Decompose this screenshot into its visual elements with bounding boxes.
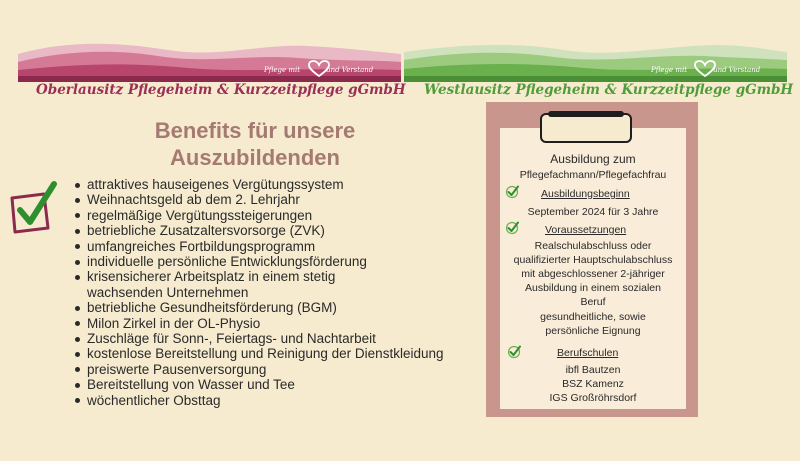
list-item: Weihnachtsgeld ab dem 2. Lehrjahr [74, 192, 443, 207]
left-tagline-after: und Verstand [326, 66, 374, 74]
section-line: BSZ Kamenz [562, 378, 624, 390]
right-banner [404, 40, 787, 82]
left-banner [18, 40, 401, 82]
section-line: September 2024 für 3 Jahre [527, 206, 659, 218]
list-item: krisensicherer Arbeitsplatz in einem stetig [74, 269, 443, 284]
title-line-2: Auszubildenden [170, 145, 340, 170]
section-line: gesundheitliche, sowie [540, 311, 646, 323]
section-line: Beruf [580, 296, 606, 308]
check-circle-icon [505, 221, 519, 235]
clipboard-clip [540, 113, 632, 143]
title-line-1: Benefits für unsere [154, 118, 356, 143]
section-heading-schools: Berufschulen [557, 347, 619, 359]
list-item-continuation: wachsenden Unternehmen [87, 284, 249, 300]
section-line: mit abgeschlossener 2-jähriger [521, 268, 665, 280]
list-item: individuelle persönliche Entwicklungsförderung [74, 254, 443, 269]
list-item: attraktives hauseigenes Vergütungssystem [74, 177, 443, 192]
section-line: Ausbildung in einem sozialen [524, 282, 661, 294]
list-item: betriebliche Gesundheitsförderung (BGM) [74, 300, 443, 315]
section-line: qualifizierter Hauptschulabschluss [513, 254, 673, 266]
right-org-name: Westlausitz Pflegeheim & Kurzzeitpflege gGmbH [424, 82, 794, 98]
card-title: Ausbildung zum [550, 152, 636, 166]
clipboard-clip-bar [548, 111, 624, 117]
left-tagline-before: Pflege mit [264, 66, 301, 74]
section-heading-start: Ausbildungsbeginn [541, 188, 630, 200]
list-item: regelmäßige Vergütungssteigerungen [74, 208, 443, 223]
check-circle-icon [507, 345, 521, 359]
section-line: ibfl Bautzen [565, 364, 621, 376]
right-tagline-after: und Verstand [713, 66, 761, 74]
list-item: umfangreiches Fortbildungsprogramm [74, 239, 443, 254]
list-item: preiswerte Pausenversorgung [74, 362, 443, 377]
page-title [110, 117, 400, 171]
list-item: betriebliche Zusatzaltersvorsorge (ZVK) [74, 223, 443, 238]
check-circle-icon [505, 185, 519, 199]
section-line: Realschulabschluss oder [534, 240, 652, 252]
right-tagline [651, 66, 760, 74]
list-item: Milon Zirkel in der OL-Physio [74, 316, 443, 331]
right-tagline-before: Pflege mit [651, 66, 688, 74]
list-item: Zuschläge für Sonn-, Feiertags- und Nachtarbeit [74, 331, 443, 346]
left-tagline [264, 66, 373, 74]
list-item: wöchentlicher Obsttag [74, 393, 443, 408]
card-subtitle: Pflegefachmann/Pflegefachfrau [519, 169, 667, 181]
list-item: Bereitstellung von Wasser und Tee [74, 377, 443, 392]
section-line: IGS Großröhrsdorf [549, 392, 637, 404]
section-heading-requirements: Voraussetzungen [545, 224, 627, 236]
left-org-name: Oberlausitz Pflegeheim & Kurzzeitpflege gGmbH [36, 82, 406, 98]
section-line: persönliche Eignung [545, 325, 641, 337]
list-item: kostenlose Bereitstellung und Reinigung der Dienstkleidung [74, 346, 443, 361]
benefits-list [74, 177, 443, 408]
checkbox-check-icon [8, 180, 60, 238]
